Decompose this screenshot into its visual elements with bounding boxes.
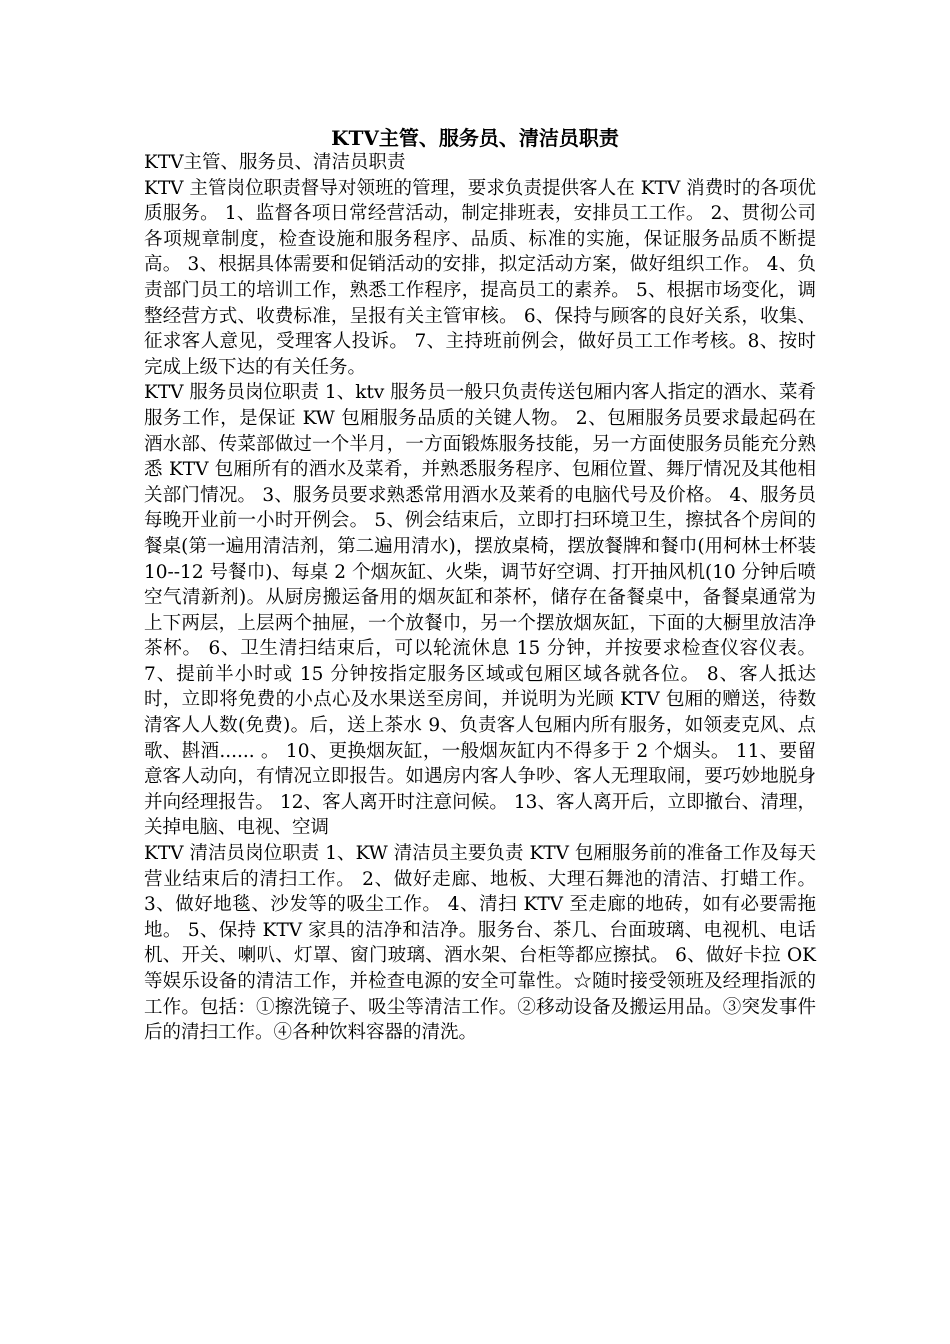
document-body [144,150,816,1046]
subtitle-paragraph: KTV主管、服务员、清洁员职责 [144,152,406,173]
document-title: KTV主管、服务员、清洁员职责 [331,126,619,150]
waiter-duties-paragraph: KTV 服务员岗位职责 1、ktv 服务员一般只负责传送包厢内客人指定的酒水、菜肴服务工作，是保证 KW 包厢服务品质的关键人物。 2、包厢服务员要求最起码在酒水部、传菜部做过一个半月，一方面锻炼服务技能，另一方面使服务员能充分熟悉 KTV 包厢所有的酒水及菜肴，并熟悉服务程序、包厢位置、舞厅情况及其他相关部门情况。 3、服务员要求熟悉常用酒水及莱肴的电脑代号及价格。 4、服务员每晚开业前一小时开例会。 5、例会结束后，立即打扫环境卫生，擦拭各个房间的餐桌(第一遍用清洁剂，第二遍用清水)，摆放桌椅，摆放餐牌和餐巾(用柯林士杯装 10--12 号餐巾)、每桌 2 个烟灰缸、火柴，调节好空调、打开抽风机(10 分钟后喷空气清新剂)。从厨房搬运备用的烟灰缸和茶杯，储存在备餐桌中，备餐桌通常为上下两层，上层两个抽屉，一个放餐巾，另一个摆放烟灰缸，下面的大橱里放洁净茶杯。 6、卫生清扫结束后，可以轮流休息 15 分钟，并按要求检查仪容仪表。7、提前半小时或 15 分钟按指定服务区域或包厢区域各就各位。 8、客人抵达时，立即将免费的小点心及水果送至房间，并说明为光顾 KTV 包厢的赠送，待数清客人人数(免费)。后，送上茶水 9、负责客人包厢内所有服务，如领麦克风、点歌、斟酒...... 。 10、更换烟灰缸，一般烟灰缸内不得多于 2 个烟头。 11、要留意客人动向，有情况立即报告。如遇房内客人争吵、客人无理取闹，要巧妙地脱身并向经理报告。 12、客人离开时注意问候。 13、客人离开后，立即撤台、清理，关掉电脑、电视、空调 [144,382,816,839]
cleaner-duties-paragraph: KTV 清洁员岗位职责 1、KW 清洁员主要负责 KTV 包厢服务前的准备工作及每天营业结束后的清扫工作。 2、做好走廊、地板、大理石舞池的清洁、打蜡工作。 3、做好地毯、沙发等的吸尘工作。 4、清扫 KTV 至走廊的地砖，如有必要需拖地。 5、保持 KTV 家具的洁净和洁净。服务台、茶几、台面玻璃、电视机、电话机、开关、喇叭、灯罩、窗门玻璃、酒水架、台柜等都应擦拭。 6、做好卡拉 OK 等娱乐设备的清洁工作，并检查电源的安全可靠性。☆随时接受领班及经理指派的工作。包括：①擦洗镜子、吸尘等清洁工作。②移动设备及搬运用品。③突发事件后的清扫工作。④各种饮料容器的清洗。 [144,843,816,1044]
supervisor-duties-paragraph: KTV 主管岗位职责督导对领班的管理，要求负责提供客人在 KTV 消费时的各项优质服务。 1、监督各项日常经营活动，制定排班表，安排员工工作。 2、贯彻公司各项规章制度，检查设施和服务程序、品质、标准的实施，保证服务品质不断提高。 3、根据具体需要和促销活动的安排，拟定活动方案，做好组织工作。 4、负责部门员工的培训工作，熟悉工作程序，提高员工的素养。 5、根据市场变化，调整经营方式、收费标准，呈报有关主管审核。 6、保持与顾客的良好关系，收集、征求客人意见，受理客人投诉。 7、主持班前例会，做好员工工作考核。8、按时完成上级下达的有关任务。 [144,177,816,378]
